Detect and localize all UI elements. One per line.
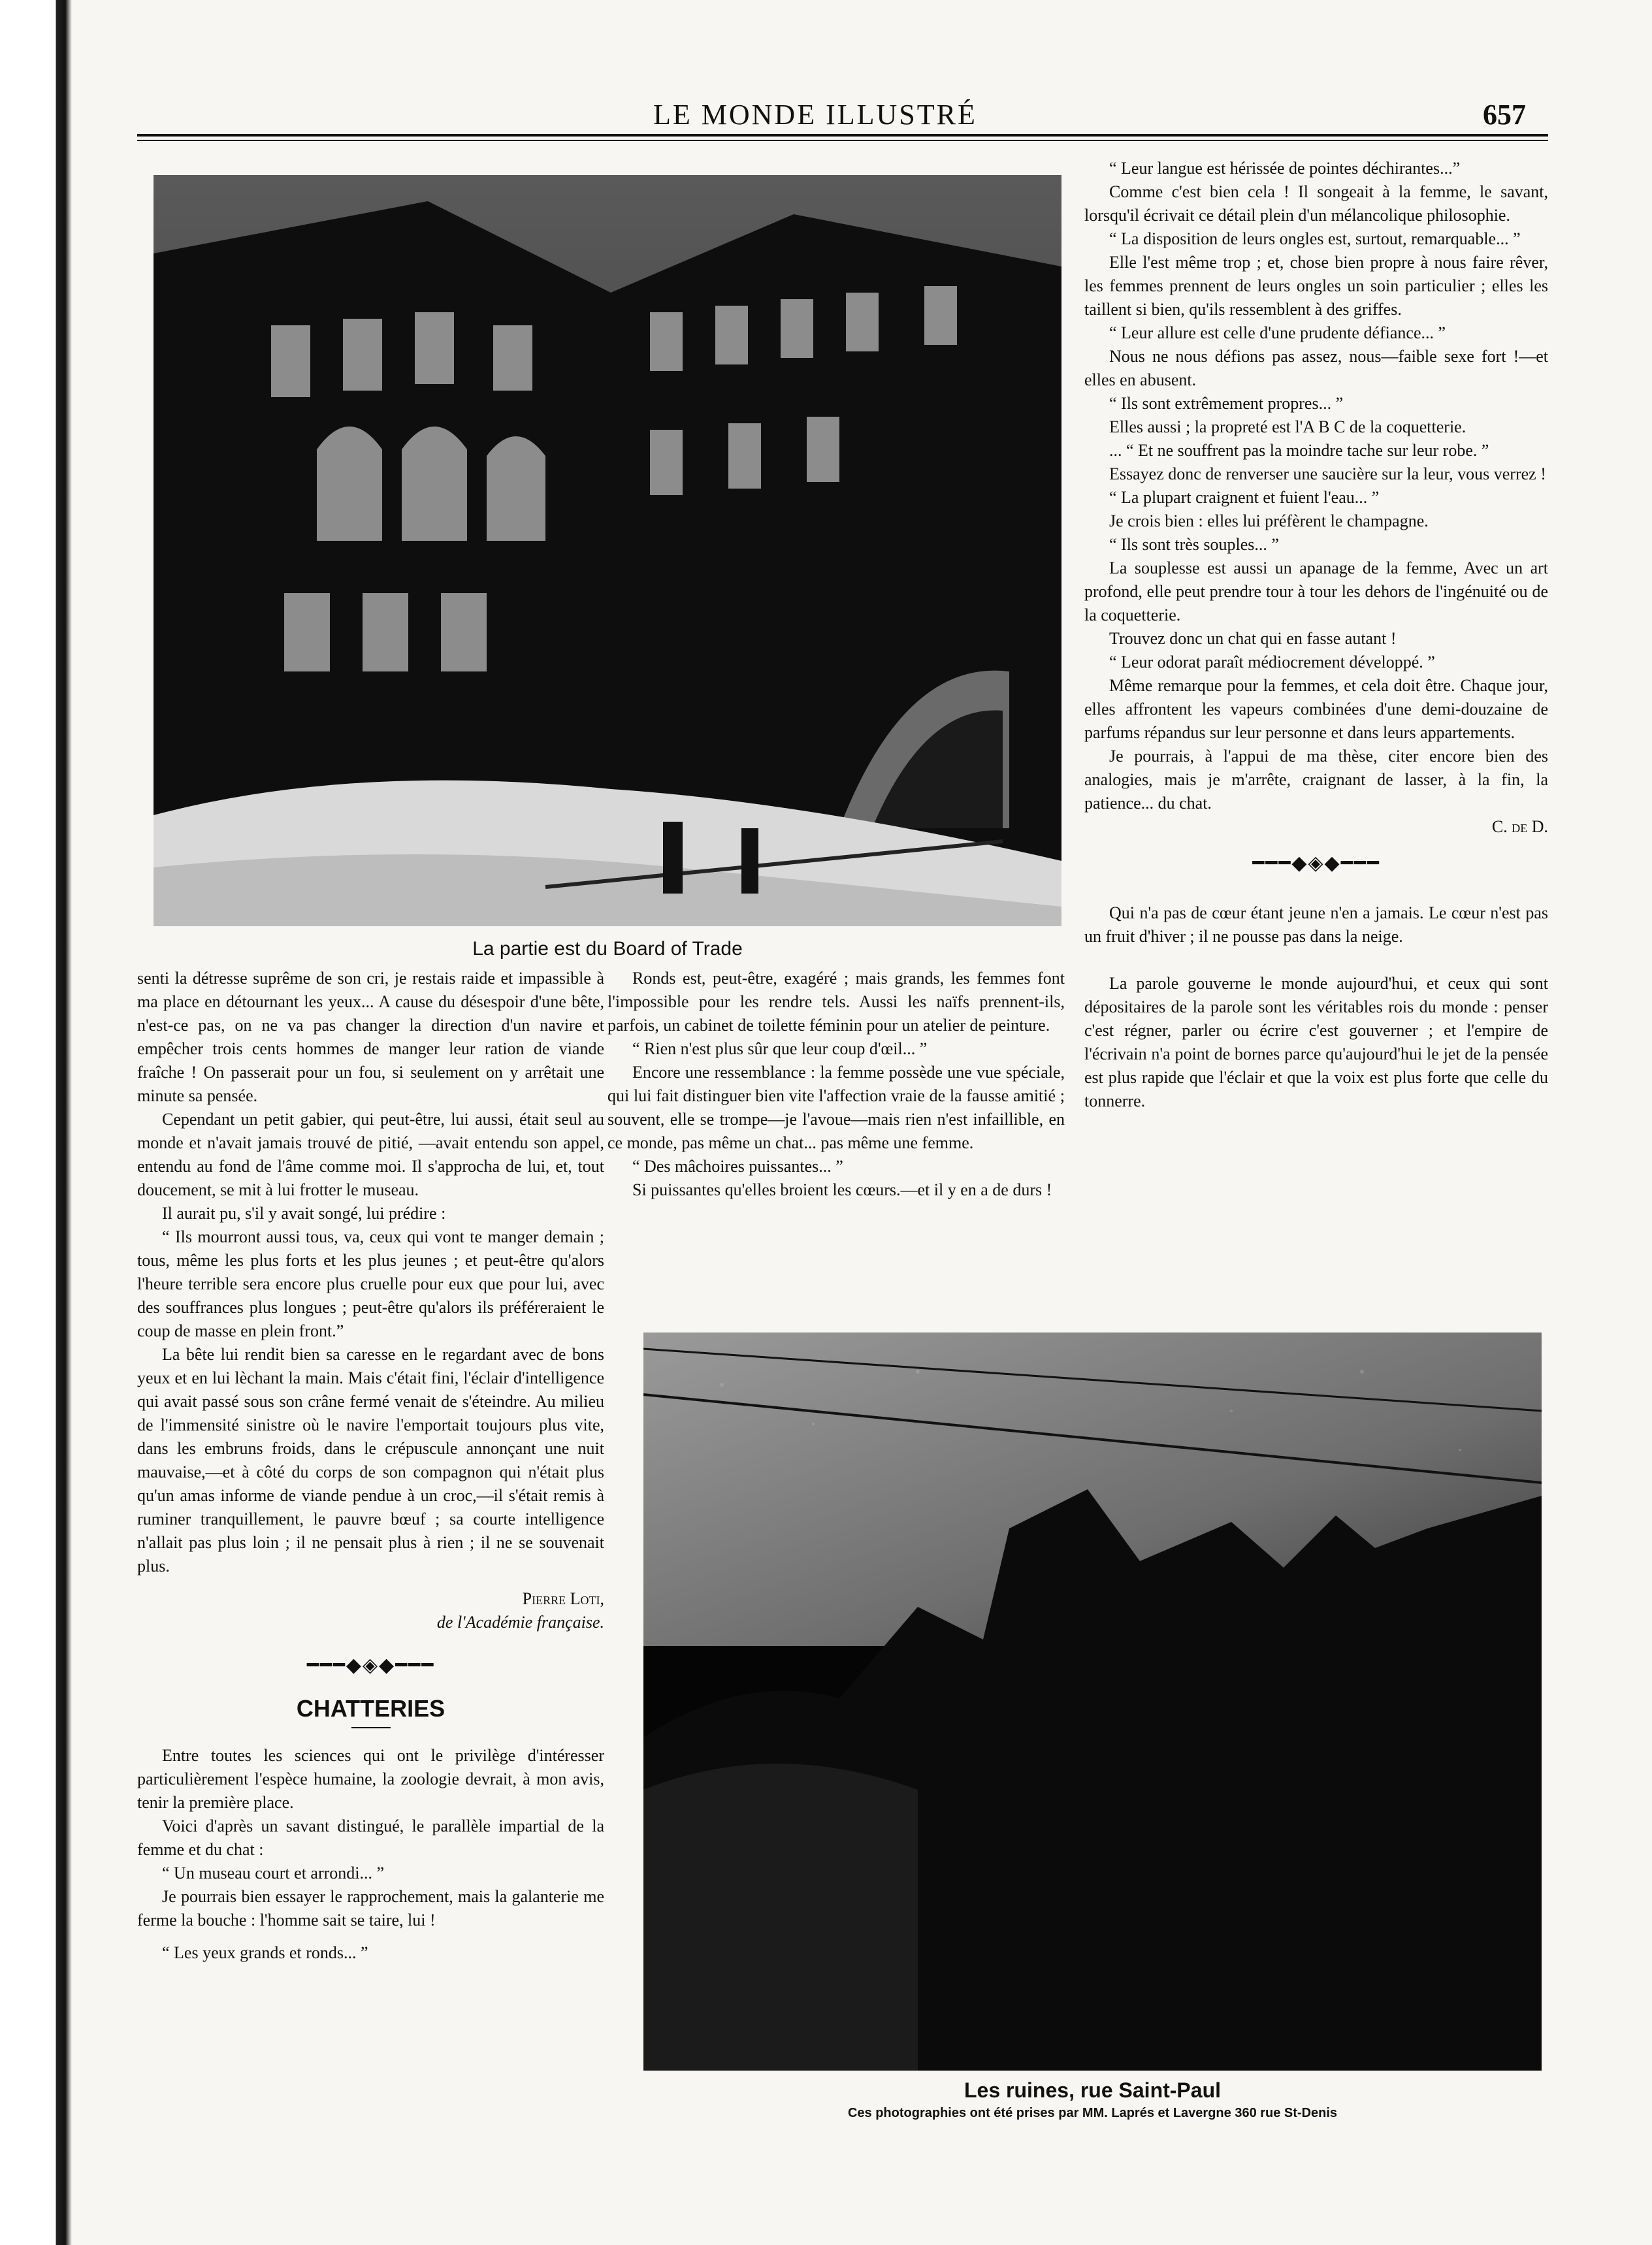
paragraph: Je crois bien : elles lui préfèrent le champagne. (1109, 511, 1429, 530)
paragraph: Entre toutes les sciences qui ont le privilège d'intéresser particulièrement l'espèce humaine, la zoologie devrait, à mon avis, tenir la première place. (137, 1746, 604, 1812)
quote: “ Leur allure est celle d'une prudente défiance... ” (1109, 323, 1446, 342)
masthead: LE MONDE ILLUSTRÉ (653, 99, 977, 131)
quote: “ Un museau court et arrondi... ” (162, 1864, 385, 1882)
middle-column (607, 967, 1065, 1202)
right-column (1084, 157, 1548, 1113)
author-name (137, 1587, 604, 1611)
ornament-divider: ━━━◆◈◆━━━ (306, 1655, 435, 1676)
maxim: La parole gouverne le monde aujourd'hui, et ceux qui sont dépositaires de la parole sont les véritables rois du monde : penser c'est régner, parler ou écrire c'est gouverner ; et l'empire de l'écrivain n'a point de bornes parce qu'aujourd'hui le jet de la pensée est plus rapide que l'éclair et que la voix est plus forte que celle du tonnerre. (1084, 974, 1548, 1110)
paragraph: Si puissantes qu'elles broient les cœurs.—et il y en a de durs ! (632, 1180, 1052, 1199)
paragraph: Elle l'est même trop ; et, chose bien propre à nous faire rêver, les femmes prennent de leurs ongles un soin particulier ; elles les taillent si bien, qu'ils ressemblent à des griffes. (1084, 253, 1548, 319)
paragraph: Encore une ressemblance : la femme possède une vue spéciale, qui lui fait distinguer bien vite l'affection vraie de la fausse amitié ; souvent, elle se trompe—je l'avoue—mais rien n'est infaillible, en ce monde, pas même un chat... pas même une femme. (607, 1063, 1065, 1152)
left-column (137, 967, 604, 1965)
binding-edge (0, 0, 72, 2245)
quote: “ La disposition de leurs ongles est, surtout, remarquable... ” (1109, 229, 1521, 248)
author-title: de l'Académie française. (436, 1613, 604, 1632)
paragraph: Je pourrais bien essayer le rapprochement, mais la galanterie me ferme la bouche : l'homme sait se taire, lui ! (137, 1887, 604, 1930)
paragraph: Il aurait pu, s'il y avait songé, lui prédire : (162, 1204, 446, 1223)
quote: “ Ils sont très souples... ” (1109, 535, 1279, 554)
photo-credit: Ces photographies ont été prises par MM. Laprés et Lavergne 360 rue St-Denis (847, 2106, 1338, 2120)
header-rule (137, 134, 1548, 137)
paragraph: Voici d'après un savant distingué, le parallèle impartial de la femme et du chat : (137, 1817, 604, 1859)
paragraph: senti la détresse suprême de son cri, je restais raide et impassible à ma place en détournant les yeux... A cause du désespoir d'une bête, n'est-ce pas, on ne va pas changer la direction d'un navire et empêcher trois cents hommes de manger leur ration de viande fraîche ! On passerait pour un fou, si seulement on y arrêtait une minute sa pensée. (137, 969, 604, 1105)
header-rule-thin (137, 140, 1548, 141)
board-of-trade-image (154, 175, 1061, 926)
ornament-divider: ━━━◆◈◆━━━ (1252, 852, 1380, 874)
board-of-trade-caption: La partie est du Board of Trade (472, 938, 743, 960)
ruins-image (643, 1332, 1542, 2071)
paragraph: La souplesse est aussi un apanage de la femme, Avec un art profond, elle peut prendre tour à tour les dehors de l'ingénuité ou de la coquetterie. (1084, 558, 1548, 624)
signature-text: C. de D. (1491, 817, 1548, 836)
paragraph: Nous ne nous défions pas assez, nous—faible sexe fort !—et elles en abusent. (1084, 347, 1548, 389)
quote: “ Ils sont extrêmement propres... ” (1109, 394, 1344, 413)
paragraph: La bête lui rendit bien sa caresse en le regardant avec de bons yeux et en lui lèchant la main. Mais c'était fini, l'éclair d'intelligence qui avait passé sous son crâne fermé venait de s'éteindre. Au milieu de l'immensité sinistre où le navire l'emportait toujours plus vite, dans les embruns froids, dans le crépuscule annonçant une nuit mauvaise,—et à côté du corps de son compagnon qui n'était plus qu'un amas informe de viande pendue à un croc,—il s'était remis à ruminer tranquillement, le pauvre bœuf ; sa courte intelligence n'allait pas plus loin ; il ne pensait plus à rien ; il ne se souvenait plus. (137, 1345, 604, 1575)
quote: “ La plupart craignent et fuient l'eau... ” (1109, 488, 1380, 507)
author-name-text: Pierre Loti, (522, 1589, 604, 1608)
section-title: CHATTERIES (296, 1695, 445, 1722)
paragraph: “ Ils mourront aussi tous, va, ceux qui vont te manger demain ; tous, même les plus forts et les plus jeunes ; et peut-être qu'alors l'heure terrible sera encore plus cruelle pour eux que pour lui, avec des souffrances plus longues ; peut-être qu'alors ils préféreraient le coup de masse en plein front.” (137, 1227, 604, 1340)
title-rule (351, 1727, 391, 1728)
paragraph: Ronds est, peut-être, exagéré ; mais grands, les femmes font l'impossible pour les rendre tels. Aussi les naïfs prennent-ils, parfois, un cabinet de toilette féminin pour un atelier de peinture. (607, 969, 1065, 1035)
paragraph: Comme c'est bien cela ! Il songeait à la femme, le savant, lorsqu'il écrivait ce détail plein d'un mélancolique philosophie. (1084, 182, 1548, 225)
maxim: Qui n'a pas de cœur étant jeune n'en a jamais. Le cœur n'est pas un fruit d'hiver ; il ne pousse pas dans la neige. (1084, 903, 1548, 946)
board-of-trade-photo (154, 175, 1061, 926)
quote: “ Leur odorat paraît médiocrement développé. ” (1109, 653, 1435, 671)
paragraph: Trouvez donc un chat qui en fasse autant ! (1109, 629, 1397, 648)
quote: “ Rien n'est plus sûr que leur coup d'œil... ” (632, 1039, 928, 1058)
quote: “ Les yeux grands et ronds... ” (162, 1943, 368, 1962)
ruins-photo (643, 1332, 1542, 2071)
paragraph: Même remarque pour la femmes, et cela doit être. Chaque jour, elles affrontent les vapeurs combinées d'une demi-douzaine de parfums répandus sur leur personne et dans leurs appartements. (1084, 676, 1548, 742)
ruins-caption: Les ruines, rue Saint-Paul (964, 2078, 1221, 2102)
page-number: 657 (1483, 99, 1526, 131)
quote: “ Des mâchoires puissantes... ” (632, 1157, 843, 1176)
signature (1084, 815, 1548, 839)
quote: “ Leur langue est hérissée de pointes déchirantes...” (1109, 159, 1461, 178)
quote: ... “ Et ne souffrent pas la moindre tache sur leur robe. ” (1109, 441, 1489, 460)
paragraph: Elles aussi ; la propreté est l'A B C de la coquetterie. (1109, 417, 1466, 436)
paragraph: Essayez donc de renverser une saucière sur la leur, vous verrez ! (1109, 464, 1546, 483)
paragraph: Cependant un petit gabier, qui peut-être, lui aussi, était seul au monde et n'avait jamais trouvé de pitié, —avait entendu son appel, entendu au fond de l'âme comme moi. Il s'approcha de lui, et, tout doucement, se mit à lui frotter le museau. (137, 1110, 604, 1199)
paragraph: Je pourrais, à l'appui de ma thèse, citer encore bien des analogies, mais je m'arrête, craignant de lasser, à la fin, la patience... du chat. (1084, 747, 1548, 813)
